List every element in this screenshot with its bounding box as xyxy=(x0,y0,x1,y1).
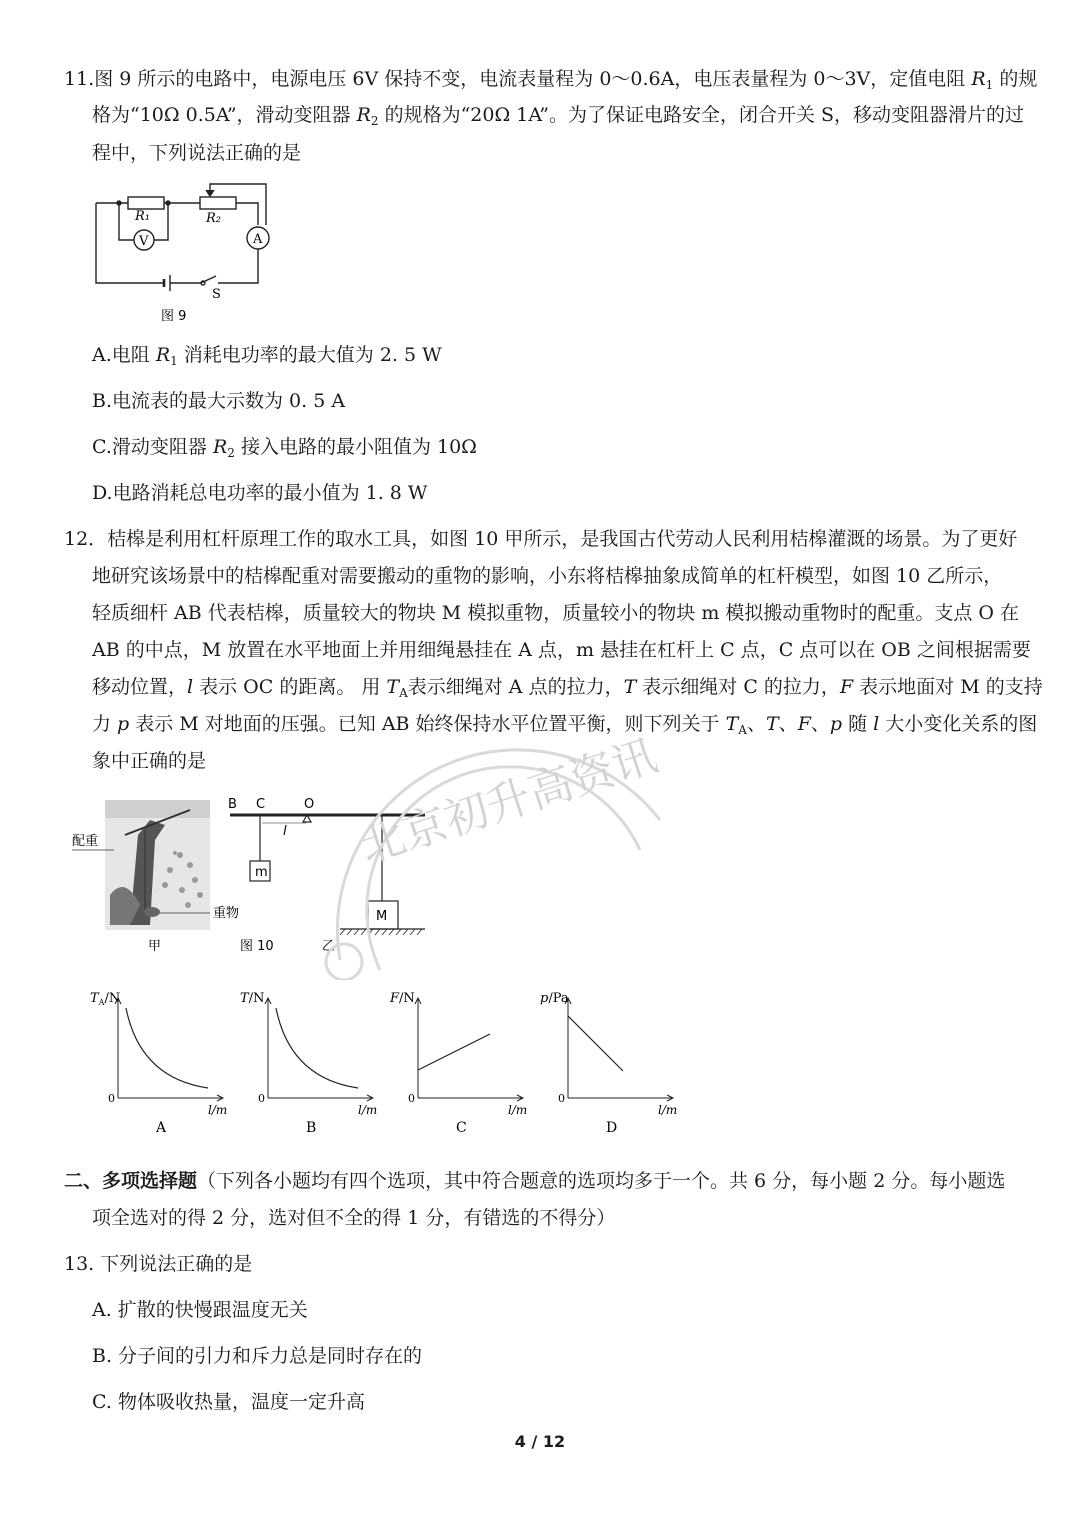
block-m: m xyxy=(255,865,268,880)
block-big-m: M xyxy=(376,909,388,924)
graph-b xyxy=(240,991,377,1136)
q13-option-c: C. 物体吸收热量，温度一定升高 xyxy=(92,1391,365,1413)
graph-option-letter: D xyxy=(606,1120,618,1136)
r1-resistor xyxy=(128,197,164,209)
q11-stem-line3: 程中，下列说法正确的是 xyxy=(92,142,302,164)
q12-stem-line6: 力 p 表示 M 对地面的压强。已知 AB 始终保持水平位置平衡，则下列关于 $T_A$、T、F、p 随 l 大小变化关系的图 xyxy=(92,713,1038,737)
ammeter-label: A xyxy=(253,232,263,247)
graph-x-label: l/m xyxy=(508,1103,528,1117)
q11-option-b: B.电流表的最大示数为 0. 5 A xyxy=(92,390,346,412)
r2-label: R₂ xyxy=(206,211,221,226)
page-number: 4 / 12 xyxy=(514,1432,566,1451)
graph-curve xyxy=(276,1008,358,1088)
graph-origin: 0 xyxy=(258,1092,265,1105)
q11-option-d: D.电路消耗总电功率的最小值为 1. 8 W xyxy=(92,482,428,504)
q12-stem-line4: AB 的中点，M 放置在水平地面上并用细绳悬挂在 A 点，m 悬挂在杠杆上 C 点，C 点可以在 OB 之间根据需要 xyxy=(92,639,1031,661)
section2-line1: 二、多项选择题（下列各小题均有四个选项，其中符合题意的选项均多于一个。共 6 分，每小题 2 分。每小题选 xyxy=(64,1170,1006,1192)
q13-option-b: B. 分子间的引力和斥力总是同时存在的 xyxy=(92,1345,423,1367)
figure-9-circuit xyxy=(88,180,278,330)
graph-d xyxy=(540,991,677,1136)
graph-option-letter: B xyxy=(306,1120,317,1136)
q12-stem-line1: 12．桔槔是利用杠杆原理工作的取水工具，如图 10 甲所示，是我国古代劳动人民利用桔槔灌溉的场景。为了更好 xyxy=(64,528,1018,550)
q13-option-a: A. 扩散的快慢跟温度无关 xyxy=(92,1299,308,1321)
q11-option-a: A.电阻 $R_1$ 消耗电功率的最大值为 2. 5 W xyxy=(92,344,442,368)
q12-stem-line3: 轻质细杆 AB 代表桔槔，质量较大的物块 M 模拟重物，质量较小的物块 m 模拟搬动重物时的配重。支点 O 在 xyxy=(92,602,1020,624)
graph-y-label: $T_A/N$ xyxy=(90,991,121,1007)
r2-resistor xyxy=(200,197,236,209)
graph-a xyxy=(90,991,227,1136)
section2-line2: 项全选对的得 2 分，选对但不全的得 1 分，有错选的不得分） xyxy=(92,1207,616,1229)
graph-curve xyxy=(126,1008,208,1088)
graph-curve xyxy=(418,1034,490,1070)
graph-x-label: l/m xyxy=(208,1103,228,1117)
graph-y-label: T/N xyxy=(240,991,265,1006)
label-peizhong: 配重 xyxy=(72,834,99,849)
graph-c xyxy=(389,991,527,1136)
graph-origin: 0 xyxy=(408,1092,415,1105)
label-jia: 甲 xyxy=(148,939,162,954)
switch-label: S xyxy=(212,287,221,302)
q11-stem-line2: 格为“10Ω 0.5A”，滑动变阻器 $R_2$ 的规格为“20Ω 1A”。为了保证电路安全，闭合开关 S，移动变阻器滑片的过 xyxy=(92,104,1025,128)
graph-origin: 0 xyxy=(108,1092,115,1105)
q12-answer-graphs xyxy=(88,988,708,1138)
graph-option-letter: A xyxy=(156,1120,167,1136)
point-c: C xyxy=(256,797,266,812)
q12-stem-line2: 地研究该场景中的桔槔配重对需要搬动的重物的影响，小东将桔槔抽象成简单的杠杆模型，如图 10 乙所示， xyxy=(92,565,1003,587)
figure-9-caption: 图 9 xyxy=(161,309,187,324)
q12-stem-line7: 象中正确的是 xyxy=(92,750,207,772)
graph-origin: 0 xyxy=(558,1092,565,1105)
graphs-svg xyxy=(88,988,708,1138)
section2-heading: 二、多项选择题 xyxy=(64,1170,198,1192)
figure-10-caption: 图 10 xyxy=(240,939,274,954)
graph-x-label: l/m xyxy=(658,1103,678,1117)
graph-y-label: p/Pa xyxy=(540,991,569,1006)
voltmeter-label: V xyxy=(139,234,149,249)
watermark-text: 北京初升高资讯 xyxy=(354,730,664,874)
figure-10-illustration xyxy=(72,800,210,930)
graph-x-label: l/m xyxy=(358,1103,378,1117)
figure-10 xyxy=(70,795,440,960)
r1-label: R₁ xyxy=(135,209,150,224)
q13-stem: 13. 下列说法正确的是 xyxy=(64,1253,253,1275)
point-o: O xyxy=(304,797,315,812)
q11-stem-line1: 11.图 9 所示的电路中，电源电压 6V 保持不变，电流表量程为 0～0.6A，电压表量程为 0～3V，定值电阻 $R_1$ 的规 xyxy=(64,68,1038,92)
point-b: B xyxy=(228,797,237,812)
q11-option-c: C.滑动变阻器 $R_2$ 接入电路的最小阻值为 10Ω xyxy=(92,436,477,460)
label-l: l xyxy=(283,824,287,839)
label-yi: 乙 xyxy=(322,939,336,954)
q12-stem-line5: 移动位置，l 表示 OC 的距离。 用 $T_A$表示细绳对 A 点的拉力，T 表示细绳对 C 的拉力，F 表示地面对 M 的支持 xyxy=(92,676,1043,700)
graph-curve xyxy=(568,1016,623,1071)
graph-y-label: F/N xyxy=(390,991,415,1006)
label-zhongwu: 重物 xyxy=(213,906,240,921)
graph-option-letter: C xyxy=(456,1120,467,1136)
